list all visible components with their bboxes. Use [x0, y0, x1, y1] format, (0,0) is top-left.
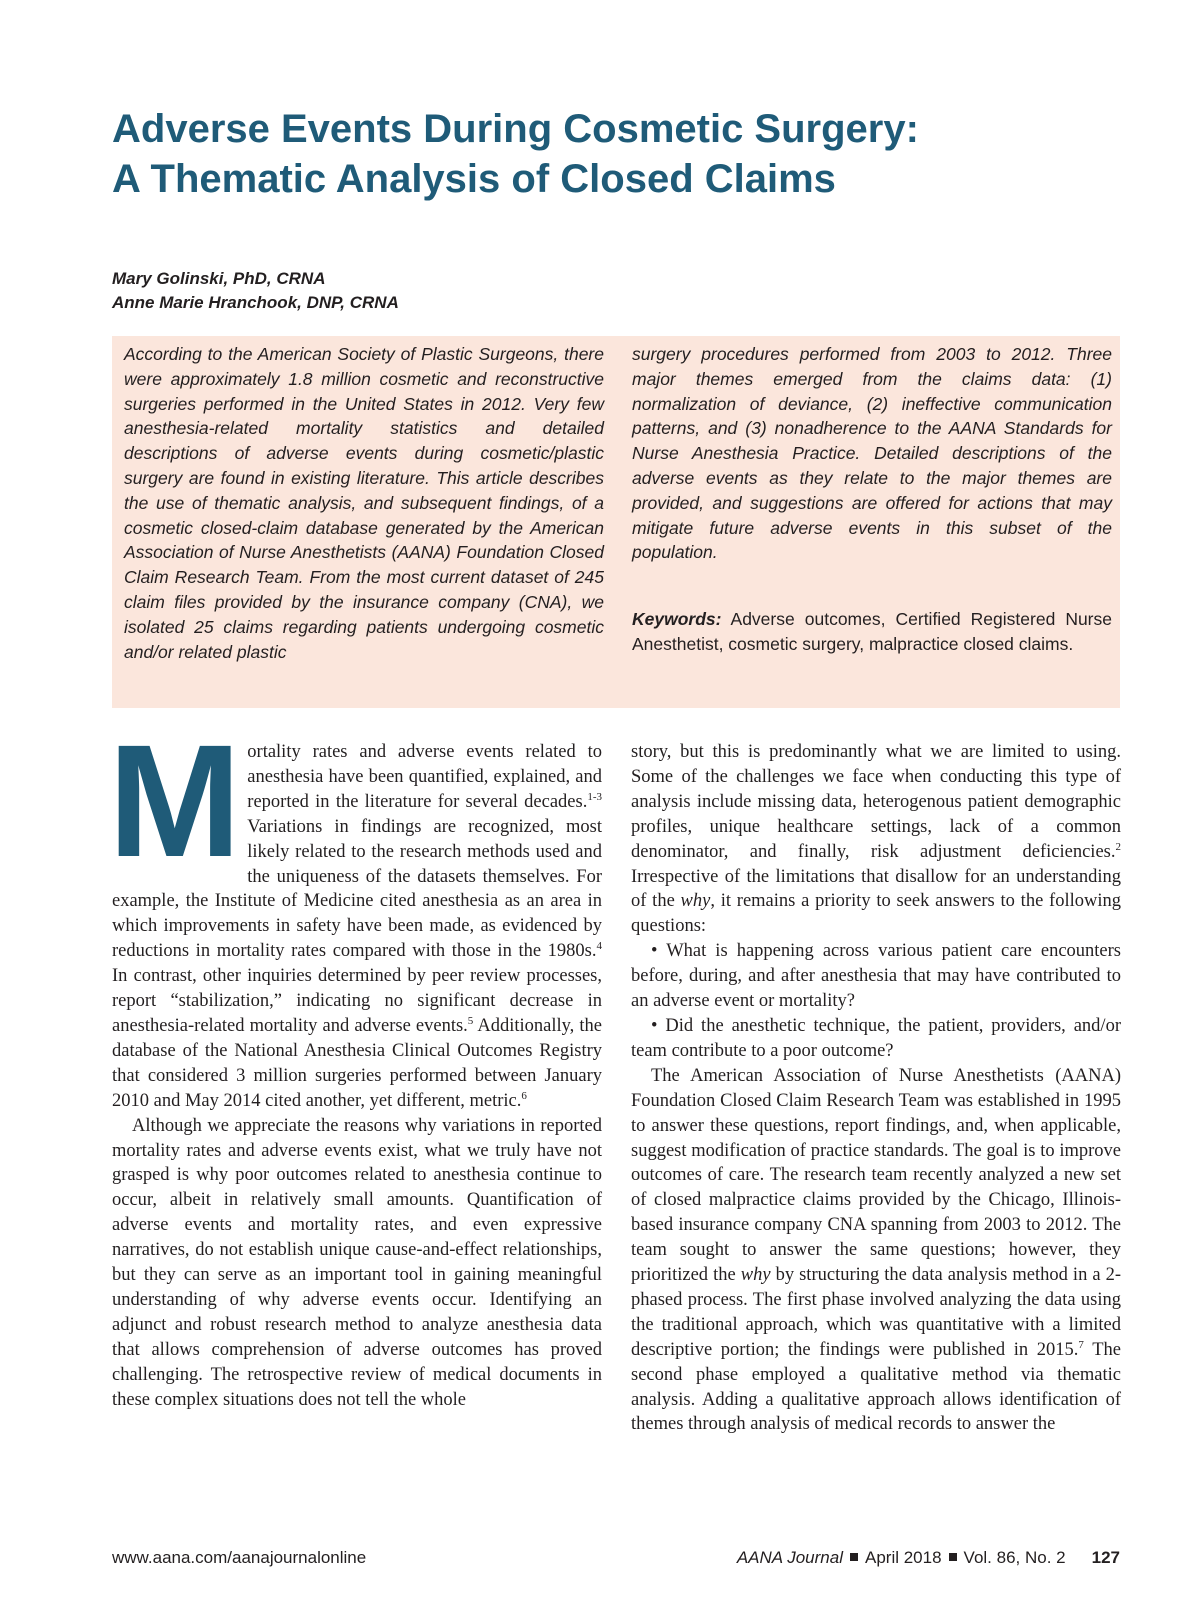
- keywords: [632, 607, 1112, 657]
- reference-4: 4: [596, 940, 602, 953]
- paragraph-1-text-c: In contrast, other inquiries determined by peer review processes, report “stabilization,” indicating no significant decrease in anesthesia-related mortality and adverse events.: [112, 966, 602, 1036]
- page-footer: [112, 1548, 1120, 1574]
- author-1: Mary Golinski, PhD, CRNA: [112, 269, 326, 288]
- reference-2: 2: [1115, 840, 1121, 853]
- reference-6: 6: [521, 1089, 527, 1102]
- reference-1-3: 1-3: [587, 790, 602, 803]
- keywords-label: Keywords:: [632, 609, 722, 630]
- bullet-item-2: • Did the anesthetic technique, the patient, providers, and/or team contribute to a poor outcome?: [631, 1015, 1121, 1061]
- paragraph-4: [631, 1064, 1121, 1438]
- emphasis-why-2: why: [740, 1265, 771, 1286]
- abstract-box: [112, 336, 1120, 708]
- paragraph-4-text-c: The second phase employed a qualitative method via thematic analysis. Adding a qualitative approach allows identification of themes through analysis of medical records to answer the: [631, 1339, 1121, 1435]
- journal-name: AANA Journal: [736, 1548, 843, 1567]
- title-line-1: Adverse Events During Cosmetic Surgery:: [112, 107, 919, 151]
- drop-cap: M: [108, 711, 238, 890]
- separator-square-icon: [850, 1553, 858, 1561]
- paragraph-3-text-a: story, but this is predominantly what we are limited to using. Some of the challenges we face when conducting this type of analysis include missing data, heterogenous patient demographic profiles, unique healthcare settings, lack of a common denominator, and finally, risk adjustment deficiencies.: [631, 742, 1121, 862]
- paragraph-1: [108, 711, 603, 1114]
- paragraph-3-text-c: , it remains a priority to seek answers to the following questions:: [631, 891, 1121, 937]
- journal-info: [737, 1548, 1120, 1568]
- abstract-column-1: According to the American Society of Plastic Surgeons, there were approximately 1.8 million cosmetic and reconstructive surgeries performed in the United States in 2012. Very few anesthesia-related mortality statistics and detailed descriptions of adverse events during cosmetic/plastic surgery are found in existing literature. This article describes the use of thematic analysis, and subsequent findings, of a cosmetic closed-claim database generated by the American Association of Nurse Anesthetists (AANA) Foundation Closed Claim Research Team. From the most current dataset of 245 claim files provided by the insurance company (CNA), we isolated 25 claims regarding patients undergoing cosmetic and/or related plastic: [124, 344, 604, 662]
- paragraph-4-text-b: by structuring the data analysis method in a 2-phased process. The first phase involved analyzing the data using the traditional approach, which was quantitative with a limited descriptive portion; the findings were published in 2015.: [631, 1265, 1122, 1360]
- page-number: 127: [1091, 1548, 1120, 1567]
- paragraph-3-text-b: Irrespective of the limitations that disallow for an understanding of the: [631, 866, 1121, 912]
- title-line-2: A Thematic Analysis of Closed Claims: [112, 157, 836, 201]
- author-2: Anne Marie Hranchook, DNP, CRNA: [112, 293, 399, 312]
- abstract-column-2: [632, 342, 1112, 657]
- author-list: [112, 267, 399, 315]
- abstract-column-2-text: surgery procedures performed from 2003 to 2012. Three major themes emerged from the claims data: (1) normalization of deviance, (2) ineffective communication patterns, and (3) nonadherence to the AANA Standards for Nurse Anesthesia Practice. Detailed descriptions of the adverse events as they relate to the major themes are provided, and suggestions are offered for actions that may mitigate future adverse events in this subset of the population.: [632, 344, 1112, 563]
- body-column-right: [631, 740, 1121, 1437]
- reference-7: 7: [1078, 1338, 1084, 1351]
- paragraph-1-text-d: Additionally, the database of the National Anesthesia Clinical Outcomes Registry that considered 3 million surgeries performed between January 2010 and May 2014 cited another, yet different, metric.: [112, 1015, 603, 1111]
- paragraph-2: Although we appreciate the reasons why variations in reported mortality rates and adverse events exist, what we truly have not grasped is why poor outcomes related to anesthesia continue to occur, albeit in relatively small amounts. Quantification of adverse events and mortality rates, and even expressive narratives, do not establish unique cause-and-effect relationships, but they can serve as an important tool in gaining meaningful understanding of why adverse events occur. Identifying an adjunct and robust research method to analyze anesthesia data that allows comprehension of adverse outcomes has proved challenging. The retrospective review of medical documents in these complex situations does not tell the whole: [112, 1115, 602, 1410]
- separator-square-icon: [949, 1553, 957, 1561]
- emphasis-why: why: [680, 891, 711, 912]
- paragraph-4-text-a: The American Association of Nurse Anesthetists (AANA) Foundation Closed Claim Research Team was established in 1995 to answer these questions, report findings, and, when applicable, suggest modification of practice standards. The goal is to improve outcomes of care. The research team recently analyzed a new set of closed malpractice claims provided by the Chicago, Illinois-based insurance company CNA spanning from 2003 to 2012. The team sought to answer the same questions; however, they prioritized the: [631, 1065, 1121, 1286]
- journal-url-link[interactable]: www.aana.com/aanajournalonline: [112, 1548, 367, 1567]
- paragraph-3: [631, 740, 1121, 939]
- bullet-item-1: • What is happening across various patient care encounters before, during, and after anesthesia that may have contributed to an adverse event or mortality?: [631, 941, 1121, 1012]
- paragraph-1-text-b: Variations in findings are recognized, most likely related to the research methods used and the uniqueness of the datasets themselves. For example, the Institute of Medicine cited anesthesia as an area in which improvements in safety have been made, as evidenced by reductions in mortality rates compared with those in the 1980s.: [112, 816, 602, 962]
- keywords-text: Adverse outcomes, Certified Registered Nurse Anesthetist, cosmetic surgery, malpractice closed claims.: [632, 609, 1112, 654]
- reference-5: 5: [467, 1014, 474, 1027]
- issue-date: April 2018: [864, 1548, 942, 1567]
- volume-issue: Vol. 86, No. 2: [963, 1548, 1066, 1567]
- body-column-left: [108, 711, 603, 1412]
- paragraph-1-text-a: ortality rates and adverse events related to anesthesia have been quantified, explained, and reported in the literature for several decades.: [247, 742, 602, 812]
- article-title: [112, 104, 1112, 204]
